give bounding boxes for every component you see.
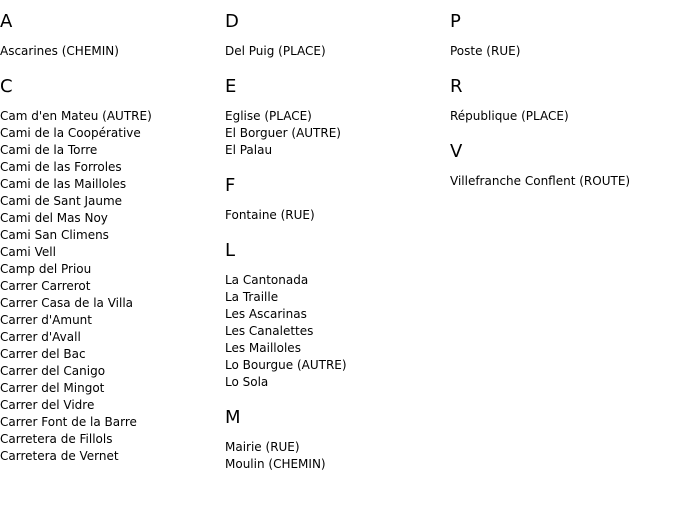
- letter-group: [0, 75, 220, 465]
- letter-group: [225, 174, 445, 224]
- street-list: [450, 43, 670, 60]
- street-link[interactable]: Les Canalettes: [225, 324, 314, 338]
- street-link[interactable]: Villefranche Conflent (ROUTE): [450, 174, 631, 188]
- letter-group: [450, 140, 670, 190]
- letter-group: [225, 10, 445, 60]
- street-list: [225, 207, 445, 224]
- street-list: [0, 108, 220, 465]
- street-link[interactable]: Cam d'en Mateu (AUTRE): [0, 109, 152, 123]
- street-link[interactable]: Del Puig (PLACE): [225, 44, 326, 58]
- street-list: [225, 272, 445, 391]
- letter-group: [450, 75, 670, 125]
- street-link[interactable]: Carrer d'Avall: [0, 330, 81, 344]
- street-link[interactable]: Carrer del Canigo: [0, 364, 106, 378]
- street-link[interactable]: Carrer Casa de la Villa: [0, 296, 134, 310]
- index-column-1: [0, 10, 220, 480]
- street-list: [450, 173, 670, 190]
- street-link[interactable]: Cami de Sant Jaume: [0, 194, 123, 208]
- letter-group: [0, 10, 220, 60]
- letter-group: [225, 406, 445, 473]
- street-link[interactable]: Cami Vell: [0, 245, 56, 259]
- index-column-3: [450, 10, 670, 205]
- street-link[interactable]: Cami de las Mailloles: [0, 177, 127, 191]
- street-link[interactable]: Cami del Mas Noy: [0, 211, 108, 225]
- street-link[interactable]: République (PLACE): [450, 109, 569, 123]
- street-link[interactable]: Fontaine (RUE): [225, 208, 315, 222]
- street-link[interactable]: Les Mailloles: [225, 341, 301, 355]
- street-link[interactable]: La Cantonada: [225, 273, 309, 287]
- street-link[interactable]: Carrer del Vidre: [0, 398, 95, 412]
- street-list: [225, 439, 445, 473]
- street-link[interactable]: El Palau: [225, 143, 273, 157]
- index-column-2: [225, 10, 445, 488]
- section-letter-heading: A: [0, 11, 13, 32]
- street-link[interactable]: Eglise (PLACE): [225, 109, 312, 123]
- street-link[interactable]: Cami San Climens: [0, 228, 109, 242]
- section-letter-heading: L: [225, 240, 236, 261]
- street-link[interactable]: Carretera de Fillols: [0, 432, 113, 446]
- street-link[interactable]: Carrer Font de la Barre: [0, 415, 137, 429]
- street-link[interactable]: El Borguer (AUTRE): [225, 126, 341, 140]
- street-link[interactable]: Poste (RUE): [450, 44, 521, 58]
- street-list: [225, 43, 445, 60]
- street-link[interactable]: Les Ascarinas: [225, 307, 307, 321]
- street-link[interactable]: Carretera de Vernet: [0, 449, 119, 463]
- section-letter-heading: M: [225, 407, 241, 428]
- street-link[interactable]: Carrer del Bac: [0, 347, 86, 361]
- section-letter-heading: V: [450, 141, 463, 162]
- letter-group: [450, 10, 670, 60]
- section-letter-heading: P: [450, 11, 461, 32]
- section-letter-heading: C: [0, 76, 13, 97]
- section-letter-heading: F: [225, 175, 236, 196]
- street-link[interactable]: Ascarines (CHEMIN): [0, 44, 119, 58]
- section-letter-heading: D: [225, 11, 239, 32]
- street-link[interactable]: Lo Bourgue (AUTRE): [225, 358, 347, 372]
- street-list: [0, 43, 220, 60]
- street-link[interactable]: La Traille: [225, 290, 279, 304]
- section-letter-heading: E: [225, 76, 237, 97]
- street-link[interactable]: Camp del Priou: [0, 262, 92, 276]
- street-link[interactable]: Carrer Carrerot: [0, 279, 91, 293]
- street-list: [225, 108, 445, 159]
- street-link[interactable]: Lo Sola: [225, 375, 269, 389]
- street-link[interactable]: Cami de la Coopérative: [0, 126, 141, 140]
- street-link[interactable]: Cami de las Forroles: [0, 160, 122, 174]
- street-link[interactable]: Mairie (RUE): [225, 440, 300, 454]
- section-letter-heading: R: [450, 76, 463, 97]
- street-link[interactable]: Carrer d'Amunt: [0, 313, 92, 327]
- street-link[interactable]: Carrer del Mingot: [0, 381, 105, 395]
- street-list: [450, 108, 670, 125]
- street-link[interactable]: Cami de la Torre: [0, 143, 98, 157]
- letter-group: [225, 75, 445, 159]
- street-link[interactable]: Moulin (CHEMIN): [225, 457, 326, 471]
- letter-group: [225, 239, 445, 391]
